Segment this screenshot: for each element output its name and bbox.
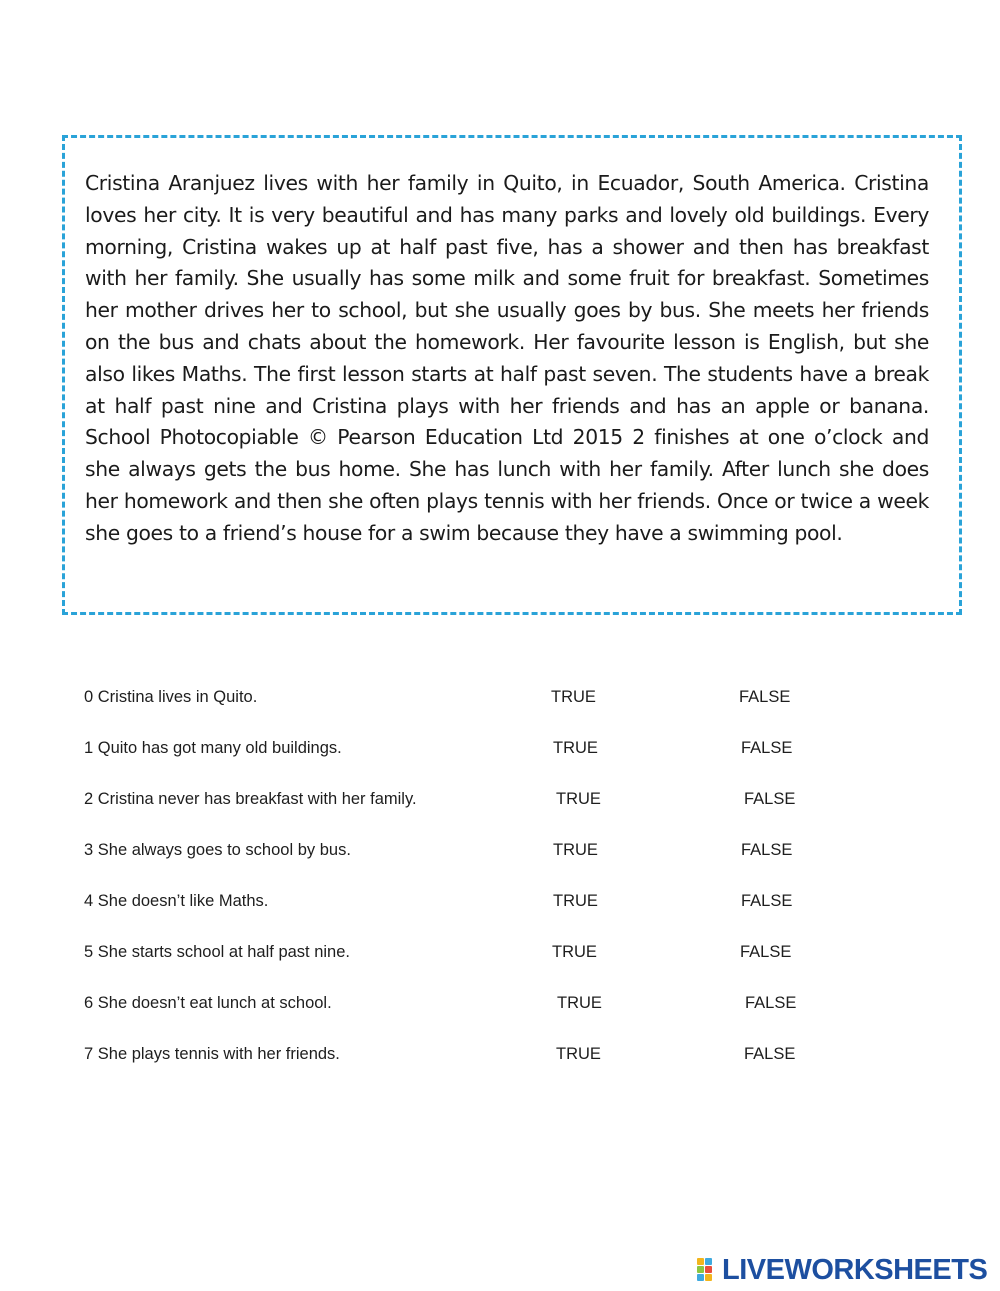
- question-row: [84, 841, 884, 892]
- false-option[interactable]: FALSE: [745, 994, 797, 1012]
- false-option[interactable]: FALSE: [739, 688, 791, 706]
- true-option[interactable]: TRUE: [557, 994, 602, 1012]
- false-option[interactable]: FALSE: [744, 1045, 796, 1063]
- question-row: [84, 790, 884, 841]
- false-option[interactable]: FALSE: [741, 892, 793, 910]
- true-option[interactable]: TRUE: [551, 688, 596, 706]
- true-option[interactable]: TRUE: [553, 892, 598, 910]
- liveworksheets-blocks-icon: [697, 1258, 719, 1282]
- true-false-questions: [84, 688, 884, 1096]
- true-option[interactable]: TRUE: [556, 790, 601, 808]
- liveworksheets-logo: [697, 1254, 987, 1286]
- question-row: [84, 739, 884, 790]
- question-text: 1 Quito has got many old buildings.: [84, 739, 342, 757]
- false-option[interactable]: FALSE: [740, 943, 792, 961]
- question-text: 7 She plays tennis with her friends.: [84, 1045, 340, 1063]
- question-row: [84, 688, 884, 739]
- true-option[interactable]: TRUE: [553, 841, 598, 859]
- true-option[interactable]: TRUE: [553, 739, 598, 757]
- question-row: [84, 1045, 884, 1096]
- question-text: 2 Cristina never has breakfast with her family.: [84, 790, 417, 808]
- false-option[interactable]: FALSE: [741, 841, 793, 859]
- question-text: 3 She always goes to school by bus.: [84, 841, 351, 859]
- reading-passage-box: [62, 135, 962, 615]
- logo-text: LIVEWORKSHEETS: [722, 1253, 988, 1286]
- question-row: [84, 994, 884, 1045]
- question-text: 5 She starts school at half past nine.: [84, 943, 350, 961]
- reading-passage-text: Cristina Aranjuez lives with her family in Quito, in Ecuador, South America. Cristina loves her city. It is very beautiful and has many parks and lovely old buildings. Every morning, Cristina wakes up at half past five, has a shower and then has breakfast with her family. She usually has some milk and some fruit for breakfast. Sometimes her mother drives her to school, but she usually goes by bus. She meets her friends on the bus and chats about the homework. Her favourite lesson is English, but she also likes Maths. The first lesson starts at half past seven. The students have a break at half past nine and Cristina plays with her friends and has an apple or banana. School Photocopiable © Pearson Education Ltd 2015 2 finishes at one o’clock and she always gets the bus home. She has lunch with her family. After lunch she does her homework and then she often plays tennis with her friends. Once or twice a week she goes to a friend’s house for a swim because they have a swimming pool.: [85, 171, 929, 545]
- question-row: [84, 892, 884, 943]
- question-row: [84, 943, 884, 994]
- false-option[interactable]: FALSE: [744, 790, 796, 808]
- true-option[interactable]: TRUE: [552, 943, 597, 961]
- true-option[interactable]: TRUE: [556, 1045, 601, 1063]
- false-option[interactable]: FALSE: [741, 739, 793, 757]
- question-text: 6 She doesn’t eat lunch at school.: [84, 994, 332, 1012]
- question-text: 4 She doesn’t like Maths.: [84, 892, 269, 910]
- question-text: 0 Cristina lives in Quito.: [84, 688, 258, 706]
